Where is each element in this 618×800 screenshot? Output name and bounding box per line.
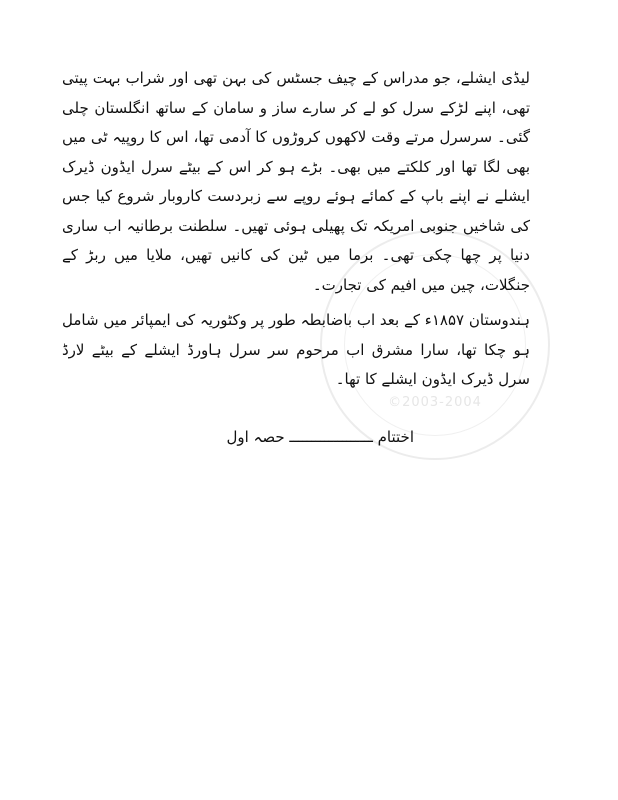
paragraph-1: لیڈی ایشلے، جو مدراس کے چیف جسٹس کی بہن تھی اور شراب بہت پیتی تھی، اپنے لڑکے سرل کو لے کر سارے ساز و سامان کے ساتھ انگلستان چلی گئی۔ سرسرل مرتے وقت لاکھوں کروڑوں کا آدمی تھا، اس کا روپیہ ٹی میں بھی لگا تھا اور کلکتے میں بھی۔ بڑے ہو کر اس کے بیٹے سرل ایڈون ڈیرک ایشلے نے اپنے باپ کے کمائے ہوئے روپے سے زبردست کاروبار شروع کیا جس کی شاخیں جنوبی امریکہ تک پھیلی ہوئی تھیں۔ سلطنت برطانیہ اب ساری دنیا پر چھا چکی تھی۔ برما میں ٹین کی کانیں تھیں، ملایا میں ربڑ کے جنگلات، چین میں افیم کی تجارت۔ <box>62 69 530 294</box>
watermark-text: ©2003-2004 <box>388 395 482 410</box>
ending-line: اختتام ـــــــــــــــــــ حصہ اول <box>226 428 414 446</box>
paragraph-2: ہندوستان ۱۸۵۷ء کے بعد اب باضابطہ طور پر وکٹوریہ کی ایمپائر میں شامل ہو چکا تھا، سارا مشرق اب مرحوم سر سرل ہاورڈ ایشلے کے بیٹے لارڈ سرل ڈیرک ایڈون ایشلے کا تھا۔ <box>62 311 530 388</box>
body-text <box>62 64 530 395</box>
